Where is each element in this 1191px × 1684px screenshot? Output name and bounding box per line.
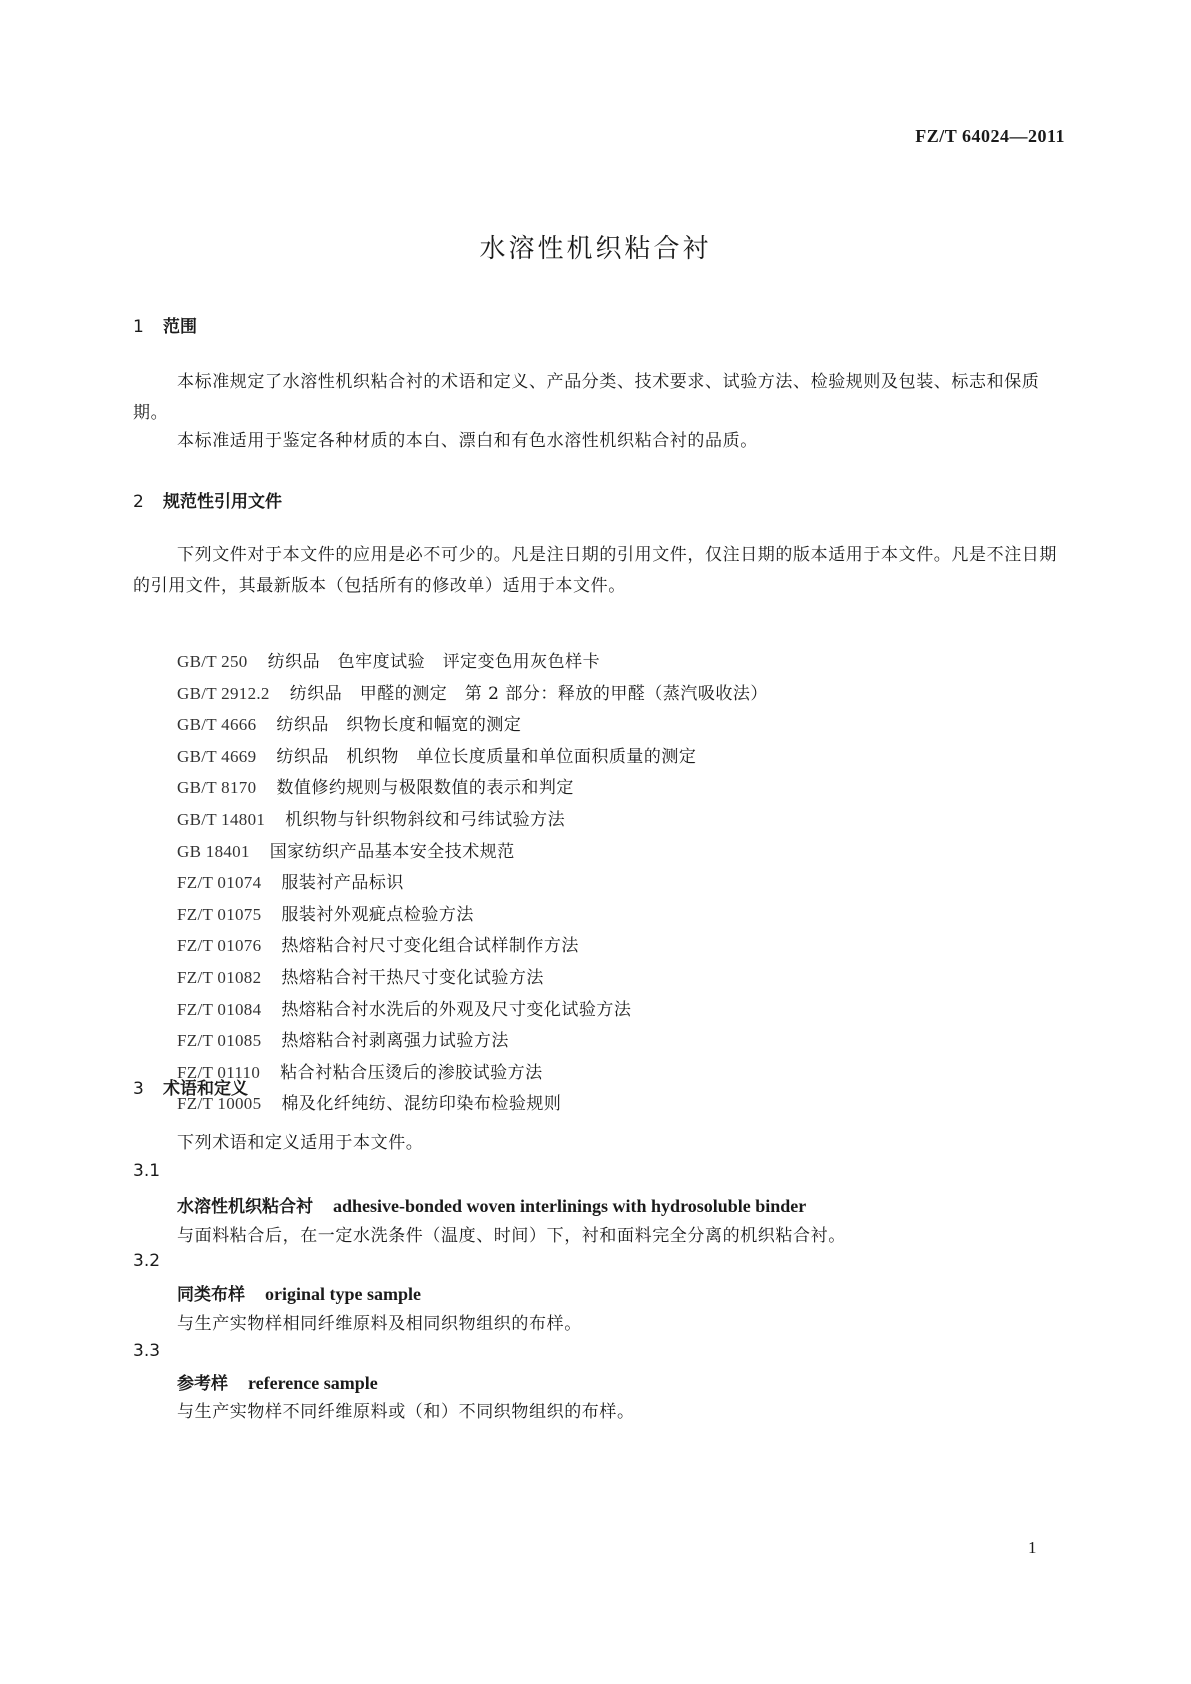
page-number: 1 <box>1028 1538 1037 1557</box>
reference-code: FZ/T 10005 <box>177 1094 262 1114</box>
term-entry <box>177 1369 378 1394</box>
clause-number: 3.1 <box>133 1161 161 1181</box>
reference-code: FZ/T 01075 <box>177 904 262 924</box>
reference-item <box>177 742 768 774</box>
reference-item <box>177 805 768 837</box>
reference-item <box>177 837 768 869</box>
section-3-heading <box>133 1074 248 1099</box>
reference-code: GB/T 250 <box>177 652 248 671</box>
clause-number: 3.2 <box>133 1251 161 1271</box>
reference-code: FZ/T 01074 <box>177 873 262 893</box>
term-en: reference sample <box>248 1373 378 1393</box>
term-zh: 参考样 <box>177 1374 228 1394</box>
reference-title: 纺织品 织物长度和幅宽的测定 <box>276 715 522 736</box>
reference-code: GB/T 4666 <box>177 715 257 735</box>
reference-title: 纺织品 色牢度试验 评定变色用灰色样卡 <box>267 652 601 672</box>
reference-title: 国家纺织产品基本安全技术规范 <box>269 841 515 862</box>
reference-item <box>177 963 768 995</box>
reference-title: 纺织品 甲醛的测定 第 2 部分：释放的甲醛（蒸汽吸收法） <box>289 683 768 704</box>
reference-title: 服装衬产品标识 <box>281 873 404 894</box>
section-2-heading <box>133 487 282 512</box>
reference-item <box>177 710 768 742</box>
reference-list <box>177 647 768 1121</box>
term-en: adhesive-bonded woven interlinings with hydrosoluble binder <box>333 1196 807 1216</box>
reference-title: 热熔粘合衬干热尺寸变化试验方法 <box>281 967 544 988</box>
term-definition: 与生产实物样相同纤维原料及相同织物组织的布样。 <box>177 1314 582 1334</box>
section-title: 术语和定义 <box>163 1079 248 1099</box>
reference-item <box>177 1058 768 1090</box>
reference-code: FZ/T 01085 <box>177 1031 262 1051</box>
reference-title: 热熔粘合衬尺寸变化组合试样制作方法 <box>281 936 579 957</box>
standard-code: FZ/T 64024—2011 <box>915 126 1065 146</box>
references-intro: 下列文件对于本文件的应用是必不可少的。凡是注日期的引用文件，仅注日期的版本适用于本文件。凡是不注日期的引用文件，其最新版本（包括所有的修改单）适用于本文件。 <box>133 545 1057 596</box>
reference-title: 热熔粘合衬剥离强力试验方法 <box>281 1031 509 1052</box>
reference-title: 热熔粘合衬水洗后的外观及尺寸变化试验方法 <box>281 999 632 1020</box>
section-number: 3 <box>133 1079 144 1099</box>
document-title: 水溶性机织粘合衬 <box>479 234 712 264</box>
reference-item <box>177 647 768 679</box>
reference-title: 服装衬外观疵点检验方法 <box>281 904 474 925</box>
reference-code: FZ/T 01082 <box>177 967 262 987</box>
scope-paragraph: 本标准规定了水溶性机织粘合衬的术语和定义、产品分类、技术要求、试验方法、检验规则及包装、标志和保质期。 <box>133 372 1040 423</box>
reference-code: GB 18401 <box>177 841 250 861</box>
term-definition: 与生产实物样不同纤维原料或（和）不同织物组织的布样。 <box>177 1402 635 1422</box>
reference-item <box>177 679 768 711</box>
section-title: 范围 <box>163 317 197 337</box>
section-number: 2 <box>133 492 144 512</box>
reference-code: FZ/T 01110 <box>177 1062 261 1082</box>
section-title: 规范性引用文件 <box>163 492 282 512</box>
reference-title: 纺织品 机织物 单位长度质量和单位面积质量的测定 <box>276 746 697 767</box>
reference-title: 机织物与针织物斜纹和弓纬试验方法 <box>285 809 566 830</box>
clause-number: 3.3 <box>133 1341 161 1361</box>
reference-code: FZ/T 01084 <box>177 999 262 1019</box>
reference-item <box>177 773 768 805</box>
reference-item <box>177 1089 768 1121</box>
reference-title: 数值修约规则与极限数值的表示和判定 <box>276 778 574 799</box>
term-entry <box>177 1280 421 1305</box>
reference-item <box>177 1026 768 1058</box>
reference-code: GB/T 8170 <box>177 778 257 798</box>
reference-title: 棉及化纤纯纺、混纺印染布检验规则 <box>281 1094 562 1115</box>
term-zh: 同类布样 <box>177 1285 245 1305</box>
reference-code: GB/T 14801 <box>177 809 266 829</box>
section-1-heading <box>133 312 197 337</box>
scope-paragraph: 本标准适用于鉴定各种材质的本白、漂白和有色水溶性机织粘合衬的品质。 <box>177 431 758 451</box>
reference-item <box>177 995 768 1027</box>
terms-intro: 下列术语和定义适用于本文件。 <box>177 1133 424 1153</box>
section-number: 1 <box>133 317 144 337</box>
reference-item <box>177 900 768 932</box>
reference-title: 粘合衬粘合压烫后的渗胶试验方法 <box>280 1062 543 1083</box>
reference-code: GB/T 2912.2 <box>177 683 270 703</box>
reference-code: FZ/T 01076 <box>177 936 262 956</box>
reference-item <box>177 868 768 900</box>
term-definition: 与面料粘合后，在一定水洗条件（温度、时间）下，衬和面料完全分离的机织粘合衬。 <box>177 1226 846 1246</box>
term-zh: 水溶性机织粘合衬 <box>177 1197 313 1217</box>
term-entry <box>177 1192 806 1217</box>
reference-code: GB/T 4669 <box>177 746 257 766</box>
term-en: original type sample <box>265 1284 421 1304</box>
reference-item <box>177 931 768 963</box>
